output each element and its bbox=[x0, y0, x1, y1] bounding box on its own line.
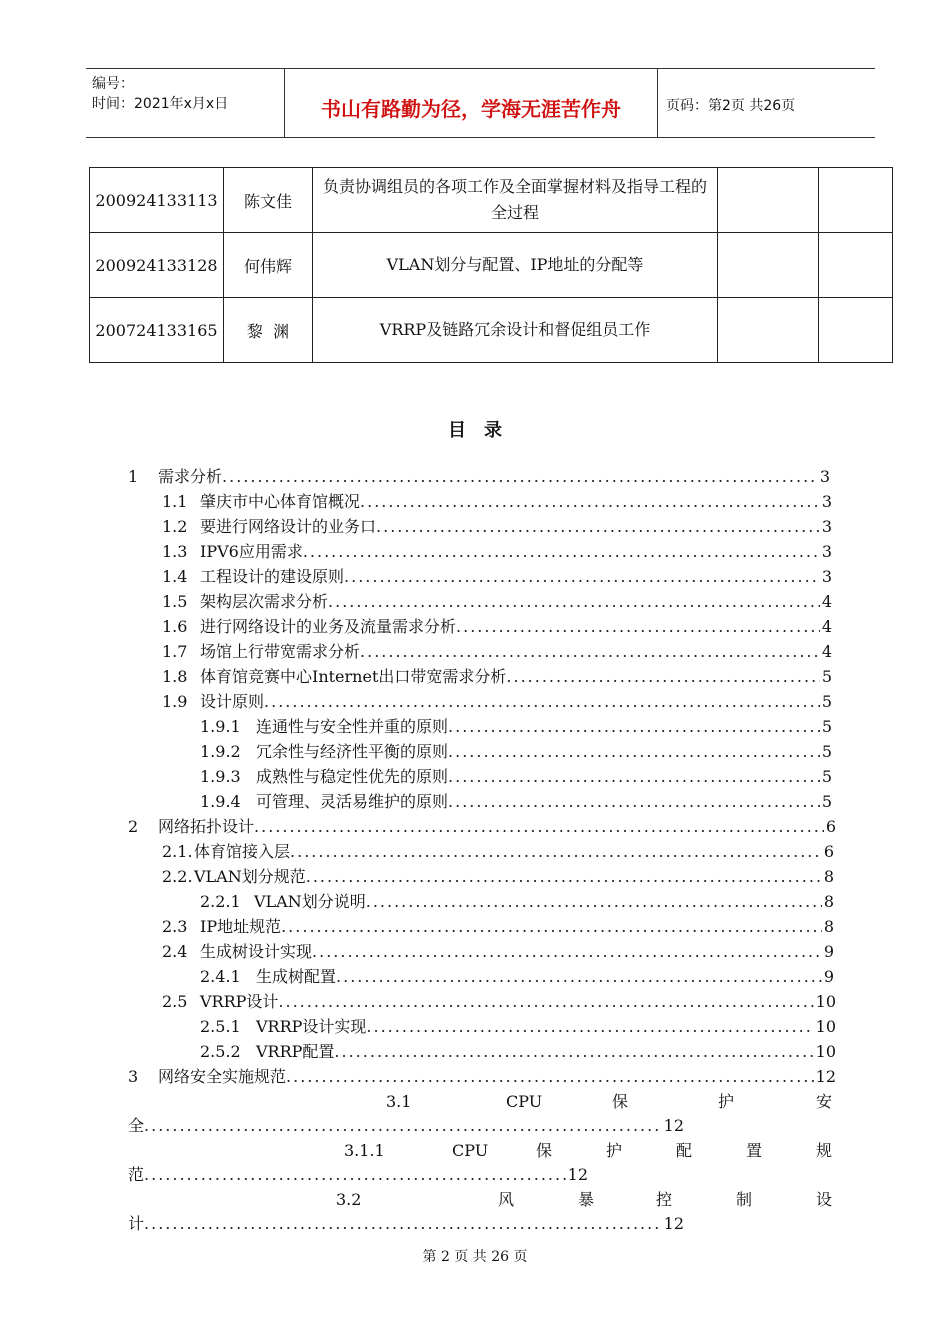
empty-cell bbox=[819, 168, 893, 233]
toc-entry-page: 6 bbox=[825, 817, 836, 836]
toc-leader bbox=[376, 515, 820, 539]
toc-leader bbox=[144, 1163, 566, 1187]
toc-leader bbox=[312, 940, 822, 964]
toc-entry-text: 成熟性与稳定性优先的原则 bbox=[256, 767, 449, 786]
header-id-label: 编号： bbox=[92, 76, 134, 92]
toc-leader bbox=[448, 790, 820, 814]
table-row bbox=[90, 298, 893, 363]
toc-entry-number: 1.9.4 bbox=[200, 792, 241, 811]
toc-entry-page: 9 bbox=[823, 942, 834, 961]
toc-leader bbox=[336, 965, 822, 989]
toc-entry[interactable] bbox=[200, 890, 834, 914]
toc-entry[interactable] bbox=[200, 965, 834, 989]
toc-leader bbox=[344, 565, 820, 589]
toc-entry[interactable] bbox=[162, 940, 834, 964]
toc-entry-text: 生成树设计实现 bbox=[200, 942, 313, 961]
toc-entry-number: 1.9 bbox=[162, 692, 188, 711]
member-name: 陈文佳 bbox=[224, 168, 313, 233]
toc-entry-number: 1.9.1 bbox=[200, 717, 241, 736]
toc-entry[interactable] bbox=[162, 865, 834, 889]
toc-entry-text: IP地址规范 bbox=[200, 917, 282, 936]
toc-leader bbox=[506, 665, 819, 689]
toc-entry-text: VRRP设计实现 bbox=[256, 1017, 367, 1036]
toc-entry[interactable] bbox=[162, 665, 832, 689]
toc-entry-number: 1.1 bbox=[162, 492, 188, 511]
page-footer: 第 2 页 共 26 页 bbox=[422, 1249, 528, 1265]
toc-entry-char: 制 bbox=[736, 1190, 753, 1209]
toc-entry-char: 保 bbox=[612, 1092, 629, 1111]
toc-entry-text: 生成树配置 bbox=[256, 967, 337, 986]
header-meta bbox=[86, 69, 285, 137]
toc-leader bbox=[366, 890, 822, 914]
toc-entry-number: 1.4 bbox=[162, 567, 188, 586]
toc-entry-text: 可管理、灵活易维护的原则 bbox=[256, 792, 449, 811]
toc-leader bbox=[448, 715, 820, 739]
member-task: VRRP及链路冗余设计和督促组员工作 bbox=[313, 298, 718, 363]
toc-entry-page: 10 bbox=[815, 992, 836, 1011]
toc-leader bbox=[448, 740, 820, 764]
toc-entry-text: 场馆上行带宽需求分析 bbox=[200, 642, 361, 661]
toc-entry-char: CPU bbox=[506, 1092, 543, 1111]
toc-entry[interactable] bbox=[200, 765, 832, 789]
toc-entry-text: 工程设计的建设原则 bbox=[200, 567, 345, 586]
toc-entry[interactable] bbox=[162, 990, 836, 1014]
toc-entry-char: 护 bbox=[718, 1092, 735, 1111]
toc-entry-page: 5 bbox=[821, 742, 832, 761]
toc-entry-page: 8 bbox=[823, 867, 834, 886]
toc-entry[interactable] bbox=[162, 490, 832, 514]
toc-leader bbox=[264, 690, 820, 714]
toc-entry-page: 5 bbox=[821, 692, 832, 711]
toc-leader bbox=[286, 1065, 814, 1089]
toc-entry-text: 进行网络设计的业务及流量需求分析 bbox=[200, 617, 457, 636]
toc-leader bbox=[334, 1040, 813, 1064]
toc-entry-page: 5 bbox=[821, 717, 832, 736]
toc-entry-char: 安 bbox=[816, 1092, 833, 1111]
toc-entry[interactable] bbox=[128, 465, 830, 489]
member-task: 负责协调组员的各项工作及全面掌握材料及指导工程的全过程 bbox=[313, 168, 718, 233]
toc-entry-text: 计 bbox=[128, 1214, 145, 1233]
toc-entry-page: 3 bbox=[821, 492, 832, 511]
member-id: 200924133128 bbox=[90, 233, 224, 298]
toc-entry-number: 3.1 bbox=[386, 1092, 412, 1111]
toc-entry-text: 要进行网络设计的业务口 bbox=[200, 517, 377, 536]
toc-entry-page: 12 bbox=[663, 1116, 684, 1135]
toc-leader bbox=[448, 765, 820, 789]
toc-entry-number: 2.2.1 bbox=[200, 892, 241, 911]
toc-entry-char: 风 bbox=[498, 1190, 515, 1209]
header-motto: 书山有路勤为径，学海无涯苦作舟 bbox=[321, 97, 621, 121]
page-header bbox=[86, 68, 875, 138]
toc-entry-page: 4 bbox=[821, 642, 832, 661]
toc-entry-page: 8 bbox=[823, 892, 834, 911]
toc-entry-page: 4 bbox=[821, 592, 832, 611]
toc-entry[interactable] bbox=[128, 815, 836, 839]
toc-entry-text: VLAN划分规范 bbox=[194, 867, 306, 886]
toc-entry-char: 置 bbox=[746, 1141, 763, 1160]
toc-entry-char: 规 bbox=[816, 1141, 833, 1160]
toc-entry-char: 设 bbox=[816, 1190, 833, 1209]
toc-entry-number: 1.2 bbox=[162, 517, 188, 536]
member-id: 200924133113 bbox=[90, 168, 224, 233]
toc-entry-page: 4 bbox=[821, 617, 832, 636]
toc-entry[interactable] bbox=[200, 1015, 836, 1039]
toc-entry-number: 2.3 bbox=[162, 917, 188, 936]
table-row bbox=[90, 168, 893, 233]
header-time-label: 时间：2021年x月x日 bbox=[92, 96, 229, 112]
toc-entry-continuation[interactable] bbox=[128, 1163, 588, 1187]
toc-leader bbox=[456, 615, 820, 639]
header-page-cell bbox=[658, 69, 875, 137]
toc-entry-text: 体育馆竞赛中心Internet出口带宽需求分析 bbox=[200, 667, 507, 686]
toc-title: 目录 bbox=[448, 420, 520, 441]
toc-entry-number: 1.9.3 bbox=[200, 767, 241, 786]
toc-entry[interactable] bbox=[162, 540, 832, 564]
member-table bbox=[89, 167, 893, 363]
toc-entry-page: 6 bbox=[823, 842, 834, 861]
toc-entry-text: 网络拓扑设计 bbox=[158, 817, 255, 836]
toc-entry[interactable] bbox=[162, 640, 832, 664]
toc-leader bbox=[144, 1114, 662, 1138]
toc-entry-char: 保 bbox=[536, 1141, 553, 1160]
toc-entry-number: 3 bbox=[128, 1067, 139, 1086]
toc-leader bbox=[290, 840, 822, 864]
toc-entry-page: 5 bbox=[821, 767, 832, 786]
toc-entry[interactable] bbox=[162, 690, 832, 714]
toc-entry-page: 12 bbox=[815, 1067, 836, 1086]
toc-entry-page: 9 bbox=[823, 967, 834, 986]
toc-entry-char: CPU bbox=[452, 1141, 489, 1160]
toc-entry-page: 10 bbox=[815, 1017, 836, 1036]
member-name: 何伟辉 bbox=[224, 233, 313, 298]
toc-entry[interactable] bbox=[200, 740, 832, 764]
toc-entry-number: 2.4.1 bbox=[200, 967, 241, 986]
toc-entry-page: 3 bbox=[819, 467, 830, 486]
toc-entry-page: 5 bbox=[821, 667, 832, 686]
toc-entry[interactable] bbox=[162, 565, 832, 589]
toc-entry-number: 1.9.2 bbox=[200, 742, 241, 761]
toc-leader bbox=[222, 465, 818, 489]
toc-entry[interactable] bbox=[162, 590, 832, 614]
toc-entry-page: 12 bbox=[567, 1165, 588, 1184]
toc-leader bbox=[144, 1212, 662, 1236]
empty-cell bbox=[718, 233, 819, 298]
toc-entry-text: VLAN划分说明 bbox=[254, 892, 366, 911]
toc-entry-number: 2.4 bbox=[162, 942, 188, 961]
toc-entry-number: 2.5.1 bbox=[200, 1017, 241, 1036]
header-motto-cell bbox=[285, 69, 658, 137]
toc-entry-number: 1.7 bbox=[162, 642, 188, 661]
toc-leader bbox=[328, 590, 820, 614]
toc-entry[interactable] bbox=[162, 915, 834, 939]
toc-leader bbox=[281, 915, 822, 939]
toc-entry-number: 2.2. bbox=[162, 867, 193, 886]
toc-leader bbox=[303, 540, 820, 564]
toc-entry[interactable] bbox=[162, 840, 834, 864]
toc-entry-text: 范 bbox=[128, 1165, 145, 1184]
empty-cell bbox=[819, 298, 893, 363]
toc-leader bbox=[306, 865, 822, 889]
toc-entry-continuation[interactable] bbox=[128, 1212, 684, 1236]
toc-entry-page: 5 bbox=[821, 792, 832, 811]
toc-entry-text: 需求分析 bbox=[158, 467, 223, 486]
toc-entry[interactable] bbox=[200, 715, 832, 739]
toc-entry-char: 配 bbox=[676, 1141, 693, 1160]
toc-entry-text: 设计原则 bbox=[200, 692, 265, 711]
toc-entry-number: 2 bbox=[128, 817, 139, 836]
toc-entry-char: 控 bbox=[656, 1190, 673, 1209]
toc-entry-text: 肇庆市中心体育馆概况 bbox=[200, 492, 361, 511]
member-name: 黎 渊 bbox=[224, 298, 313, 363]
toc-entry-page: 12 bbox=[663, 1214, 684, 1233]
toc-entry-text: 冗余性与经济性平衡的原则 bbox=[256, 742, 449, 761]
toc-leader bbox=[278, 990, 813, 1014]
toc-entry-text: 全 bbox=[128, 1116, 145, 1135]
toc-entry-number: 2.5.2 bbox=[200, 1042, 241, 1061]
toc-entry-number: 1.5 bbox=[162, 592, 188, 611]
toc-entry[interactable] bbox=[128, 1065, 836, 1089]
toc-entry-number: 1.3 bbox=[162, 542, 188, 561]
toc-entry-continuation[interactable] bbox=[128, 1114, 684, 1138]
toc-entry-page: 3 bbox=[821, 517, 832, 536]
header-page-label: 页码：第2页 共26页 bbox=[666, 98, 796, 114]
toc-entry-text: VRRP设计 bbox=[200, 992, 279, 1011]
toc-entry-number: 1.6 bbox=[162, 617, 188, 636]
table-row bbox=[90, 233, 893, 298]
toc-entry-text: 体育馆接入层 bbox=[194, 842, 291, 861]
toc-leader bbox=[360, 490, 820, 514]
toc-entry[interactable] bbox=[162, 515, 832, 539]
toc-entry-page: 3 bbox=[821, 567, 832, 586]
toc-entry-page: 8 bbox=[823, 917, 834, 936]
toc-leader bbox=[360, 640, 820, 664]
toc-entry[interactable] bbox=[162, 615, 832, 639]
toc-entry-page: 10 bbox=[815, 1042, 836, 1061]
empty-cell bbox=[718, 298, 819, 363]
toc-entry-split[interactable] bbox=[128, 1090, 834, 1114]
toc-entry-text: VRRP配置 bbox=[256, 1042, 335, 1061]
toc-entry-number: 3.1.1 bbox=[344, 1141, 385, 1160]
toc-entry-number: 2.5 bbox=[162, 992, 188, 1011]
toc-leader bbox=[254, 815, 824, 839]
toc-entry-number: 1 bbox=[128, 467, 139, 486]
toc-entry-number: 1.8 bbox=[162, 667, 188, 686]
member-task: VLAN划分与配置、IP地址的分配等 bbox=[313, 233, 718, 298]
toc-entry-text: 网络安全实施规范 bbox=[158, 1067, 287, 1086]
toc-entry-number: 2.1. bbox=[162, 842, 193, 861]
toc-entry-char: 护 bbox=[606, 1141, 623, 1160]
empty-cell bbox=[819, 233, 893, 298]
toc-entry[interactable] bbox=[200, 1040, 836, 1064]
toc-leader bbox=[366, 1015, 813, 1039]
toc-entry[interactable] bbox=[200, 790, 832, 814]
toc-entry-page: 3 bbox=[821, 542, 832, 561]
toc-entry-text: 连通性与安全性并重的原则 bbox=[256, 717, 449, 736]
toc-entry-split[interactable] bbox=[128, 1139, 834, 1163]
member-id: 200724133165 bbox=[90, 298, 224, 363]
toc-entry-split[interactable] bbox=[128, 1188, 834, 1212]
empty-cell bbox=[718, 168, 819, 233]
toc-entry-number: 3.2 bbox=[336, 1190, 362, 1209]
toc-entry-text: IPV6应用需求 bbox=[200, 542, 303, 561]
toc-entry-text: 架构层次需求分析 bbox=[200, 592, 329, 611]
toc-entry-char: 暴 bbox=[578, 1190, 595, 1209]
